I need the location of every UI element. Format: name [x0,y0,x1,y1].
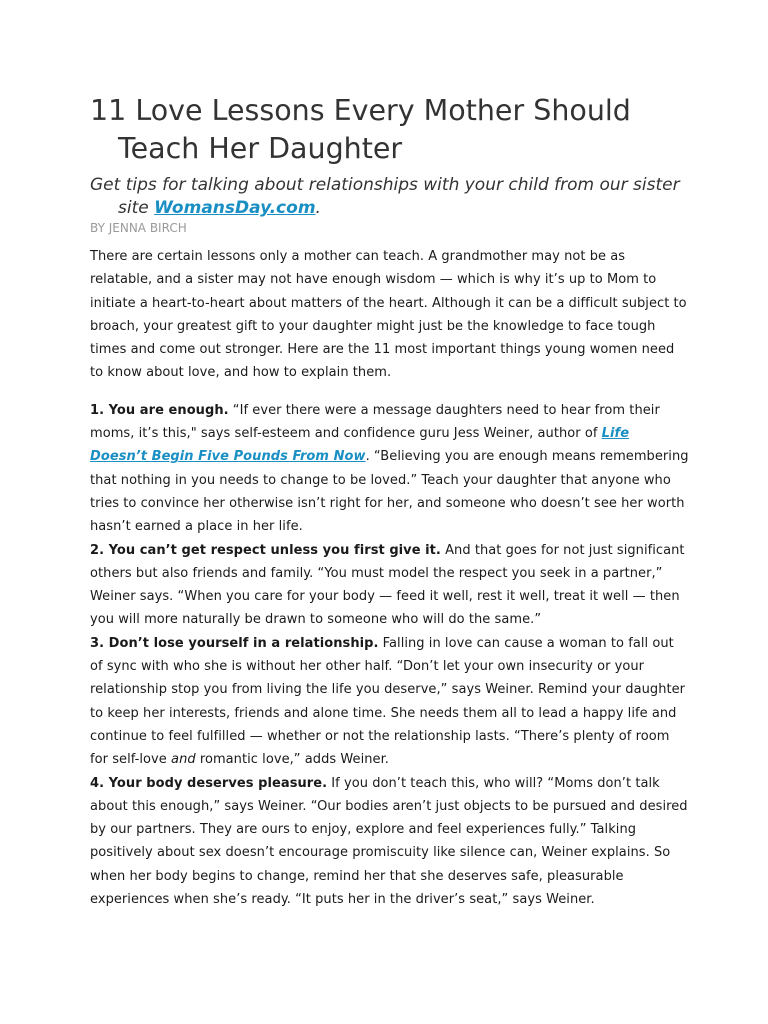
book-link[interactable]: Life Doesn’t Begin Five Pounds From Now [90,426,630,465]
article [90,92,690,911]
lesson-heading: 3. Don’t lose yourself in a relationship. [90,635,379,651]
lesson-text: “If ever there were a message daughters need to hear from their moms, it’s this," says self-esteem and confidence guru Jess Weiner, author of [90,402,660,442]
lesson-text: romantic love,” adds Weiner. [195,752,389,768]
lesson-3 [90,632,690,772]
byline: BY JENNA BIRCH [90,221,187,235]
subtitle-period: . [315,198,321,218]
subtitle-text: Get tips for talking about relationships with your child from our sister site [90,175,680,218]
lesson-heading: 2. You can’t get respect unless you first give it. [90,542,441,558]
intro-paragraph: There are certain lessons only a mother can teach. A grandmother may not be as relatable, and a sister may not have enough wisdom — which is why it’s up to Mom to initiate a heart-to-heart about matters of the heart. Although it can be a difficult subject to broach, your greatest gift to your daughter might just be the knowledge to face tough times and come out stronger. Here are the 11 most important things young women need to know about love, and how to explain them. [90,249,687,381]
lesson-text: Falling in love can cause a woman to fall out of sync with who she is without her other half. “Don’t let your own insecurity or your relationship stop you from living the life you deserve,” says Weiner. Remind your daughter to keep her interests, friends and alone time. She needs them all to lead a happy life and continue to feel fulfilled — whether or not the relationship lasts. “There’s plenty of room for self-love [90,635,686,768]
emphasis-text: and [171,752,196,768]
lesson-2 [90,539,690,632]
lesson-text: If you don’t teach this, who will? “Moms don’t talk about this enough,” says Weiner. “Our bodies aren’t just objects to be pursued and desired by our partners. They are ours to enjoy, explore and feel experiences fully.” Talking positively about sex doesn’t encourage promiscuity like silence can, Weiner explains. So when her body begins to change, remind her that she deserves safe, pleasurable experiences when she’s ready. “It puts her in the driver’s seat,” says Weiner. [90,775,688,908]
lesson-1 [90,399,690,539]
lesson-heading: 1. You are enough. [90,402,229,418]
article-subtitle [90,174,690,220]
lesson-text: . “Believing you are enough means remembering that nothing in you needs to change to be loved.” Teach your daughter that anyone who tries to convince her otherwise isn’t right for her, and someone who doesn’t see her worth hasn’t earned a place in her life. [90,449,689,535]
lesson-4 [90,772,690,912]
lesson-heading: 4. Your body deserves pleasure. [90,775,328,791]
article-title: 11 Love Lessons Every Mother Should Teach Her Daughter [90,94,631,165]
womansday-link[interactable]: WomansDay.com [154,198,316,218]
lesson-text: And that goes for not just significant others but also friends and family. “You must model the respect you seek in a partner,” Weiner says. “When you care for your body — feed it well, rest it well, treat it well — then you will more naturally be drawn to someone who will do the same.” [90,542,685,628]
